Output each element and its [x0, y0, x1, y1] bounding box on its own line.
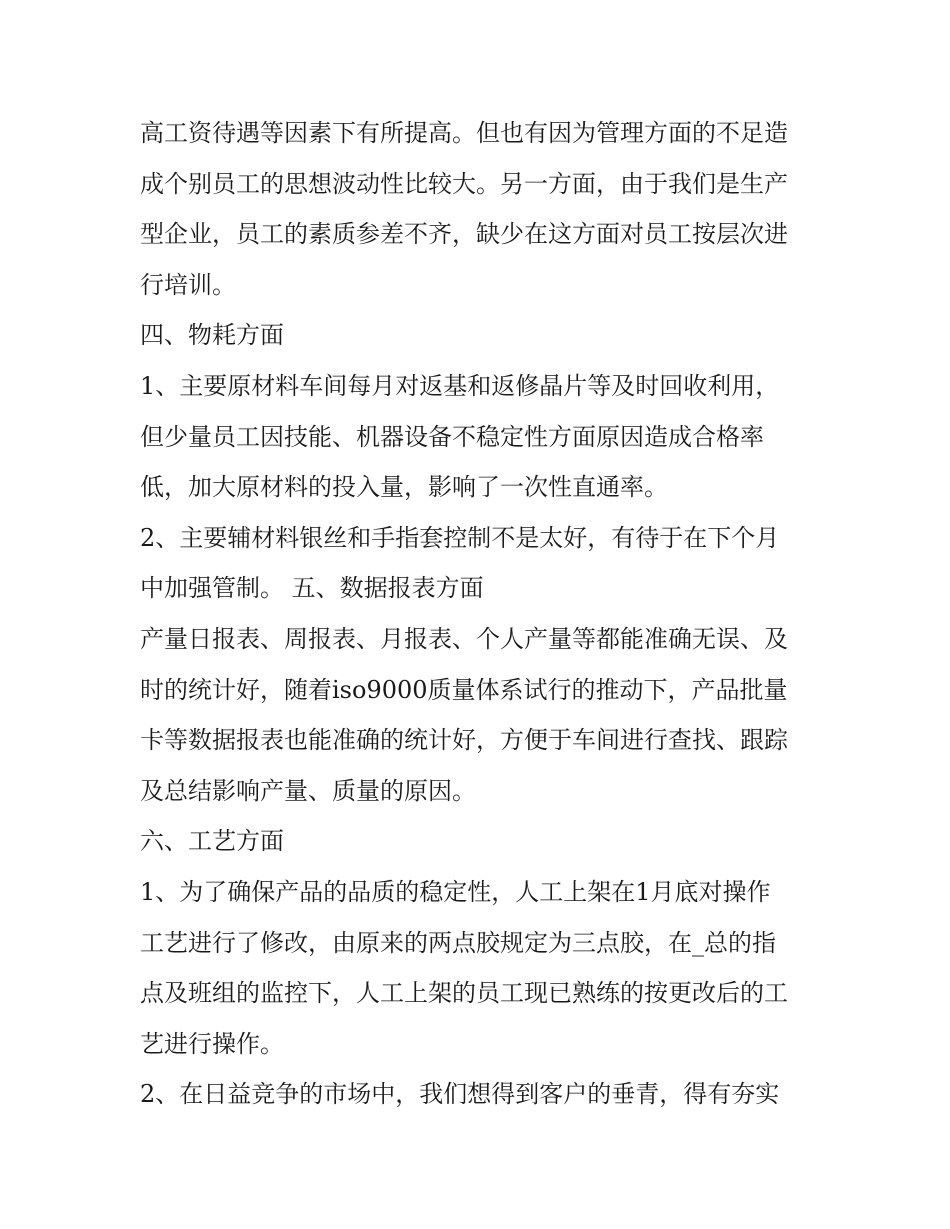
text-line: 高工资待遇等因素下有所提高。但也有因为管理方面的不足造 — [140, 119, 788, 147]
text-line: 时的统计好，随着iso9000质量体系试行的推动下，产品批量 — [140, 675, 788, 704]
section-heading-materials: 四、物耗方面 — [140, 321, 284, 350]
text-line: 1、为了确保产品的品质的稳定性，人工上架在1月底对操作 — [140, 877, 771, 906]
section-heading-process: 六、工艺方面 — [140, 827, 284, 856]
text-line: 低，加大原材料的投入量，影响了一次性直通率。 — [140, 473, 668, 502]
text-line: 行培训。 — [140, 270, 236, 299]
text-line: 卡等数据报表也能准确的统计好，方便于车间进行查找、跟踪 — [140, 726, 788, 755]
text-line: 产量日报表、周报表、月报表、个人产量等都能准确无误、及 — [140, 624, 788, 653]
text-line: 2、在日益竞争的市场中，我们想得到客户的垂青，得有夯实 — [140, 1080, 780, 1109]
document-body — [140, 108, 820, 1120]
text-line: 1、主要原材料车间每月对返基和返修晶片等及时回收利用， — [140, 371, 780, 400]
text-line: 但少量员工因技能、机器设备不稳定性方面原因造成合格率 — [140, 422, 764, 451]
text-line: 及总结影响产量、质量的原因。 — [140, 776, 476, 805]
text-line: 艺进行操作。 — [140, 1029, 284, 1058]
text-line: 成个别员工的思想波动性比较大。另一方面，由于我们是生产 — [140, 169, 788, 198]
text-line: 型企业，员工的素质参差不齐，缺少在这方面对员工按层次进 — [140, 220, 788, 249]
text-line: 点及班组的监控下，人工上架的员工现已熟练的按更改后的工 — [140, 979, 788, 1008]
text-line: 中加强管制。 五、数据报表方面 — [140, 574, 484, 603]
text-line: 工艺进行了修改，由原来的两点胶规定为三点胶，在_总的指 — [140, 928, 776, 957]
text-line: 2、主要辅材料银丝和手指套控制不是太好，有待于在下个月 — [140, 523, 780, 552]
